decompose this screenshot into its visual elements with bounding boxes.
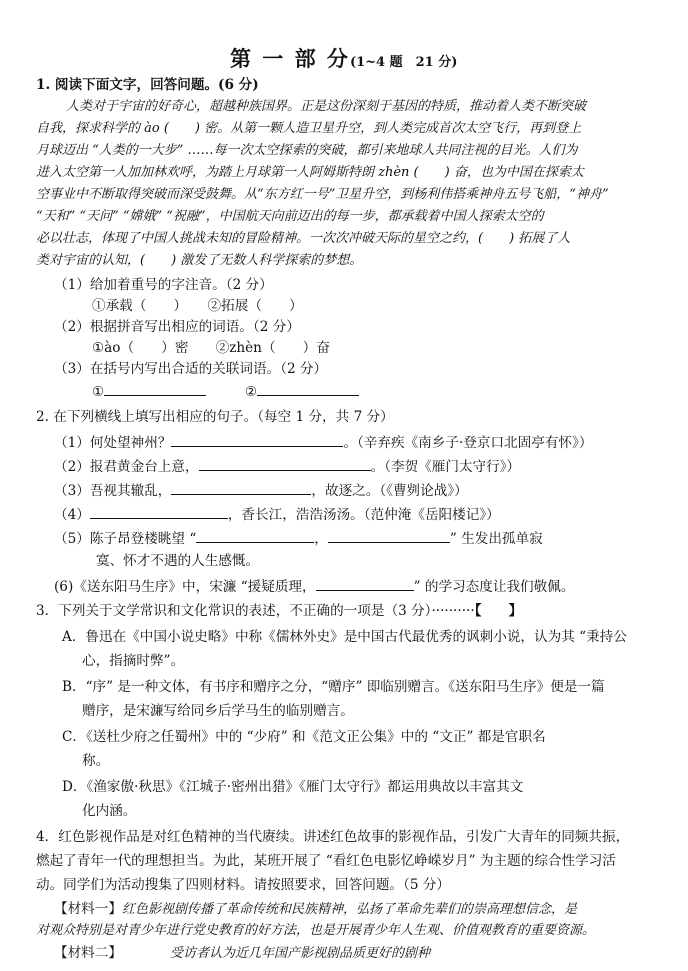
q2-item-5-blank-a[interactable] (196, 528, 314, 543)
q1-sub3-answers (92, 381, 359, 401)
q2-item-1-pre: （1）何处望神州？ (54, 435, 172, 451)
q1-sub1-items: ①承载（ ） ②拓展（ ） (92, 298, 303, 314)
q3-option-a-1: A．鲁迅在《中国小说史略》中称《儒林外史》是中国古代最优秀的讽刺小说，认为其 “秉持公 (62, 629, 627, 645)
q1-passage-line-3: 月球迈出 “人类的一大步” ……每一次太空探索的突破，都引来地球人共同注视的目光。人们为 (36, 143, 578, 158)
q4-material-1-cont: 对观众特别是对青少年进行党史教育的好方法，也是开展青少年人生观、价值观教育的重要资源。 (36, 923, 596, 938)
q1-passage-line-5: 空事业中不断取得突破而深受鼓舞。从“东方红一号”卫星升空，到杨利伟搭乘神舟五号飞船，“神舟” (36, 187, 609, 202)
q2-stem: 2. 在下列横线上填写出相应的句子。（每空 1 分，共 7 分） (36, 409, 394, 425)
q4-material-1 (54, 900, 577, 919)
q2-item-5-blank-b[interactable] (328, 528, 450, 543)
q2-item-4-blank[interactable] (90, 504, 228, 519)
q2-item-6-blank[interactable] (316, 576, 414, 591)
q2-item-1 (54, 432, 592, 452)
q1-sub3-a-label: ① (92, 384, 105, 400)
section-title-main: 第 一 部 分 (230, 46, 350, 71)
q2-item-4 (54, 504, 500, 524)
q1-sub2-items: ①ào（ ）密 ②zhèn（ ）奋 (92, 340, 330, 356)
q2-item-4-post: ，香长江，浩浩汤汤。（范仲淹《岳阳楼记》） (227, 507, 500, 523)
q1-sub3-a-blank[interactable] (104, 381, 206, 396)
q1-passage-line-8: 类对宇宙的认知，( ) 激发了无数人科学探索的梦想。 (36, 253, 363, 268)
q2-item-4-pre: （4） (54, 507, 90, 523)
section-title-sub: (1~4 题 21 分) (349, 55, 458, 70)
section-title (230, 46, 458, 72)
q2-item-1-post: 。（辛弃疾《南乡子·登京口北固亭有怀》） (343, 435, 593, 451)
q3-option-d-2: 化内涵。 (82, 803, 137, 819)
q2-item-3-pre: （3）吾视其辙乱， (54, 483, 172, 499)
q2-item-5-post: ” 生发出孤单寂 (449, 531, 543, 547)
q2-item-2 (54, 456, 520, 476)
q3-option-d-1: D．《渔家傲·秋思》《江城子·密州出猎》《雁门太守行》都运用典故以丰富其文 (62, 779, 524, 795)
q1-stem: 1. 阅读下面文字，回答问题。(6 分) (36, 77, 259, 93)
q3-option-c-1: C．《送杜少府之任蜀州》中的 “少府” 和《范文正公集》中的 “文正” 都是官职名 (62, 729, 546, 745)
q2-item-2-pre: （2）报君黄金台上意， (54, 459, 199, 475)
q4-material-1-text: 红色影视剧传播了革命传统和民族精神，弘扬了革命先辈们的崇高理想信念，是 (121, 902, 577, 917)
q2-item-2-blank[interactable] (199, 456, 371, 471)
q4-line-1: 4．红色影视作品是对红色精神的当代赓续。讲述红色故事的影视作品，引发广大青年的同频共振， (36, 829, 630, 845)
q2-item-6-post: ” 的学习态度让我们敬佩。 (413, 579, 575, 595)
q2-item-5 (54, 528, 543, 548)
q3-option-b-1: B．“序” 是一种文体，有书序和赠序之分，“赠序” 即临别赠言。《送东阳马生序》便是一篇 (62, 679, 605, 695)
q2-item-6-pre: (6)《送东阳马生序》中，宋濂 “援疑质理， (54, 579, 316, 595)
q1-passage-line-6: “天和” “天问” “嫦娥” “祝融”，中国航天向前迈出的每一步，都承载着中国人探索太空的 (36, 209, 544, 224)
q2-item-2-post: 。（李贺《雁门太守行》） (370, 459, 521, 475)
q2-item-3 (54, 480, 468, 500)
q1-passage-line-7: 必以壮志，体现了中国人挑战未知的冒险精神。一次次冲破天际的星空之约，( ) 拓展了人 (36, 231, 571, 246)
q3-stem-text: 3．下列关于文学常识和文化常识的表述，不正确的一项是（3 分）·········· (36, 603, 475, 619)
q2-item-1-blank[interactable] (171, 432, 343, 447)
q4-material-2 (54, 944, 430, 963)
q1-sub3: （3）在括号内写出合适的关联词语。（2 分） (54, 361, 328, 377)
q2-item-6 (54, 576, 574, 596)
q1-passage-line-1: 人类对于宇宙的好奇心，超越种族国界。正是这份深刻于基因的特质，推动着人类不断突破 (66, 99, 587, 114)
q3-answer-bracket[interactable]: 【 】 (474, 603, 523, 619)
q2-item-3-blank[interactable] (171, 480, 311, 495)
q2-item-5-pre: （5）陈子昂登楼眺望 “ (54, 531, 197, 547)
q1-sub2: （2）根据拼音写出相应的词语。（2 分） (54, 319, 300, 335)
q2-item-5-mid: ， (314, 531, 328, 547)
q1-sub3-b-label: ② (244, 384, 258, 400)
q4-line-3: 动。同学们为活动搜集了四则材料。请按照要求，回答问题。（5 分） (36, 877, 450, 893)
q4-material-2-label: 【材料二】 (54, 945, 122, 961)
q4-material-2-text: 受访者认为近几年国产影视剧品质更好的剧种 (169, 946, 430, 961)
q2-item-3-post: ，故逐之。（《曹刿论战》） (311, 483, 468, 499)
q3-option-b-2: 赠序，是宋濂写给同乡后学马生的临别赠言。 (82, 703, 354, 719)
q2-item-5-cont: 寞、怀才不遇的人生感慨。 (96, 553, 260, 569)
q3-option-a-2: 心，指摘时弊”。 (82, 653, 185, 669)
q1-sub3-b-blank[interactable] (257, 381, 359, 396)
q1-sub1: （1）给加着重号的字注音。（2 分） (54, 277, 273, 293)
q4-material-1-label: 【材料一】 (54, 901, 122, 917)
q4-line-2: 燃起了青年一代的理想担当。为此，某班开展了 “看红色电影忆峥嵘岁月” 为主题的综合性学习活 (36, 853, 616, 869)
q3-option-c-2: 称。 (82, 753, 110, 769)
q3-stem (36, 602, 522, 620)
q1-passage-line-2: 自我，探求科学的 ào ( ) 密。从第一颗人造卫星升空，到人类完成首次太空飞行，再到登上 (36, 121, 582, 136)
q1-passage-line-4: 进入太空第一人加加林欢呼，为踏上月球第一人阿姆斯特朗 zhèn ( ) 奋，也为中国在探索太 (36, 165, 584, 180)
